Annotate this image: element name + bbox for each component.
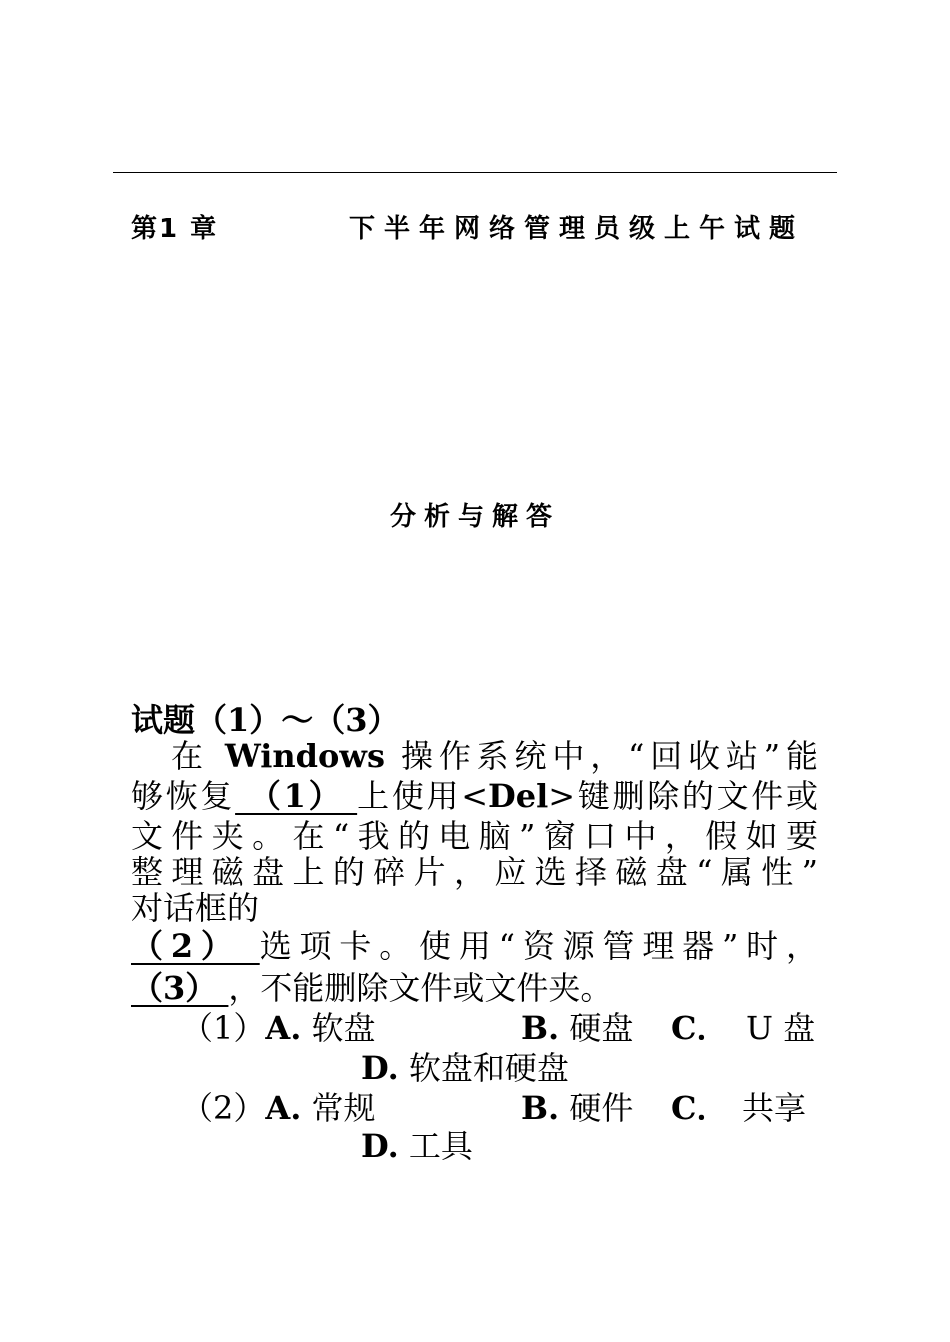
answer-blank-3: （3） [131, 969, 229, 1007]
question-line-2: 够恢复 （1） 上使用<Del>键删除的文件或 [131, 777, 818, 815]
answer-blank-1: （1） [235, 777, 358, 815]
option-2-c-text: 共享 [742, 1089, 807, 1127]
chapter-label: 第1 章 [131, 214, 219, 244]
question-line-1: 在 Windows 操作系统中，“回收站”能 [171, 737, 818, 775]
chapter-title: 下半年网络管理员级上午试题 [349, 214, 805, 244]
answer-blank-2: （2） [131, 927, 260, 965]
option-2-a: （2）A. 常规 [181, 1089, 376, 1127]
option-1-a: （1）A. 软盘 [181, 1009, 376, 1047]
option-1-c-text: U 盘 [746, 1009, 816, 1047]
question-line-4: 整理磁盘上的碎片，应选择磁盘“属性” [131, 853, 818, 891]
option-1-d: D. 软盘和硬盘 [361, 1049, 569, 1087]
question-line-6: （2） 选项卡。使用“资源管理器”时， [131, 927, 818, 965]
question-line-3: 文件夹。在“我的电脑”窗口中，假如要 [131, 817, 818, 855]
section-heading: 分析与解答 [389, 502, 560, 532]
question-line-7: （3） ，不能删除文件或文件夹。 [131, 969, 613, 1007]
option-2-d: D. 工具 [361, 1127, 473, 1165]
option-2-b: B. 硬件 [521, 1089, 634, 1127]
question-line-5: 对话框的 [131, 889, 260, 927]
option-2-c: C． [671, 1089, 729, 1127]
question-heading: 试题（1）～（3） [131, 701, 400, 739]
option-1-b: B. 硬盘 [521, 1009, 634, 1047]
option-1-c: C． [671, 1009, 729, 1047]
header-rule [113, 172, 837, 173]
